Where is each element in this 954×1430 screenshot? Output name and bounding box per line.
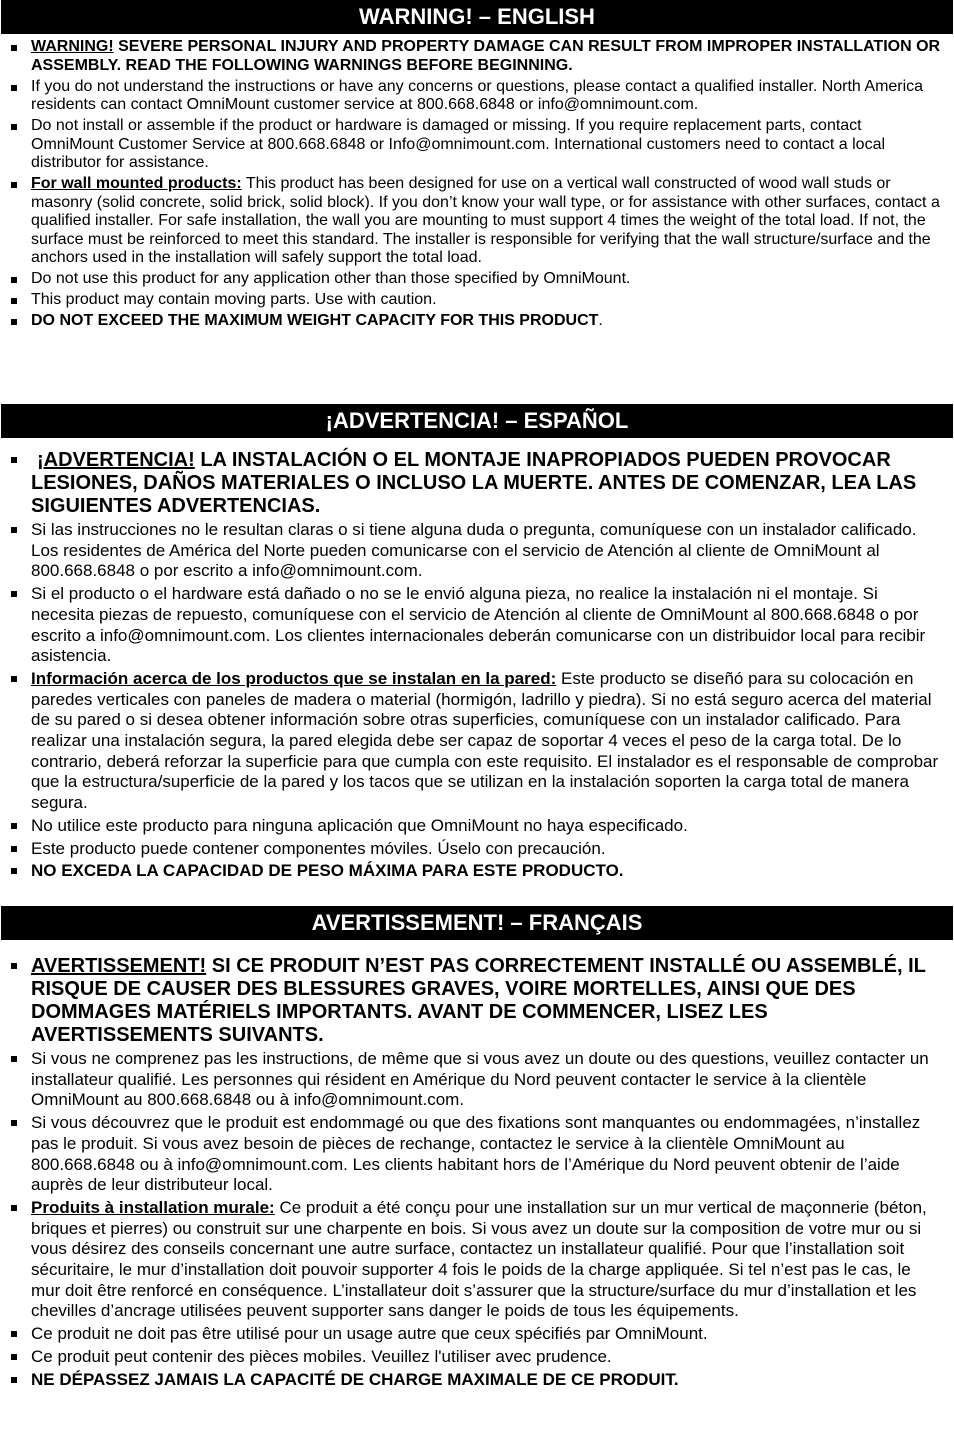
item-text: Ce produit ne doit pas être utilisé pour un usage autre que ceux spécifiés par OmniMount. <box>31 1324 708 1344</box>
french-header: AVERTISSEMENT! – FRANÇAIS <box>1 906 953 940</box>
bullet-icon <box>11 1354 17 1360</box>
wall-text: Este producto se diseñó para su colocación en paredes verticales con paneles de madera o material (hormigón, ladrillo y piedra). Si no está seguro acerca del material de su pared o si desea obtener información sobre otras superficies, comuníquese con un instalador calificado. Para realizar una instalación segura, la pared elegida debe ser capaz de soportar 4 veces el peso de la carga total. De lo contrario, deberá reforzar la superficie para que cumpla con este requisito. El instalador es el responsable de comprobar que la estructura/superficie de la pared y los tacos que se utilizan en la instalación soporten la carga total de manera segura. <box>31 668 939 813</box>
english-item-max-weight <box>0 312 954 331</box>
item-text: Do not install or assemble if the product or hardware is damaged or missing. If you require replacement parts, contact OmniMount Customer Service at 800.668.6848 or Info@omnimount.com. International customers need to contact a local distributor for assistance. <box>31 117 886 171</box>
bullet-icon <box>11 1377 17 1383</box>
bullet-icon <box>11 1056 17 1062</box>
wall-text: This product has been designed for use on a vertical wall constructed of wood wall studs or masonry (solid concrete, solid brick, solid block). If you don’t know your wall type, or for assistance with other surfaces, contact a qualified installer. For safe installation, the wall you are mounting to must support 4 times the weight of the total load. If not, the surface must be reinforced to meet this standard. The installer is responsible for verifying that the wall structure/surface and the anchors used in the installation will safely support the total load. <box>31 175 940 266</box>
spanish-item-wall <box>0 669 954 814</box>
spanish-item-max-weight <box>0 861 954 882</box>
item-text: NE DÉPASSEZ JAMAIS LA CAPACITÉ DE CHARGE MAXIMALE DE CE PRODUIT. <box>31 1369 679 1389</box>
lead-prefix: ¡ADVERTENCIA! <box>37 449 195 471</box>
item-suffix: . <box>598 312 603 329</box>
wall-label: For wall mounted products: <box>31 175 242 192</box>
english-item-wall <box>0 175 954 268</box>
english-section <box>0 0 954 333</box>
french-item-moving-parts <box>0 1347 954 1368</box>
item-text: Si las instrucciones no le resultan claras o si tiene alguna duda o pregunta, comuníquese con un instalador calificado. Los residentes de América del Norte pueden comunicarse con el servicio de Atención al cliente de OmniMount al 800.668.6848 o por escrito a info@omnimount.com. <box>31 520 917 581</box>
spanish-warning-list <box>0 449 954 882</box>
item-text: Si vous ne comprenez pas les instructions, de même que si vous avez un doute ou des questions, veuillez contacter un installateur qualifié. Les personnes qui résident en Amérique du Nord peuvent contacter le service à la clientèle OmniMount au 800.668.6848 ou à info@omnimount.com. <box>31 1049 929 1110</box>
item-text: No utilice este producto para ninguna aplicación que OmniMount no haya especificado. <box>31 815 688 835</box>
wall-text: Ce produit a été conçu pour une installation sur un mur vertical de maçonnerie (béton, briques et pierres) ou construit sur une charpente en bois. Si vous avez un doute sur la composition de votre mur ou si vous désirez des conseils concernant une autre surface, contactez un installateur qualifié. Pour que l’installation soit sécuritaire, le mur d’installation doit pouvoir supporter 4 fois le poids de la charge appliquée. Si tel n’est pas le cas, le mur doit être renforcé en conséquence. L’installateur doit s’assurer que la structure/surface du mur d’installation et les chevilles d’ancrage utilisées peuvent supporter sans danger le poids de tous les équipements. <box>31 1197 927 1321</box>
item-text: NO EXCEDA LA CAPACIDAD DE PESO MÁXIMA PARA ESTE PRODUCTO. <box>31 861 624 881</box>
spanish-lead-warning <box>0 449 954 518</box>
lead-text: SI CE PRODUIT N’EST PAS CORRECTEMENT INSTALLÉ OU ASSEMBLÉ, IL RISQUE DE CAUSER DES BLESSURES GRAVES, VOIRE MORTELLES, AINSI QUE DES DOMMAGES MATÉRIELS IMPORTANTS. AVANT DE COMMENCER, LISEZ LES AVERTISSEMENTS SUIVANTS. <box>31 955 926 1046</box>
bullet-icon <box>11 124 17 130</box>
spanish-section <box>0 404 954 884</box>
item-text: Ce produit peut contenir des pièces mobiles. Veuillez l'utiliser avec prudence. <box>31 1346 612 1366</box>
bullet-icon <box>11 1331 17 1337</box>
french-lead-warning <box>0 955 954 1047</box>
item-text: Do not use this product for any application other than those specified by OmniMount. <box>31 270 631 287</box>
wall-label: Información acerca de los productos que se instalan en la pared: <box>31 668 557 688</box>
spanish-header: ¡ADVERTENCIA! – ESPAÑOL <box>1 404 953 438</box>
bullet-icon <box>11 963 17 969</box>
bullet-icon <box>11 1205 17 1211</box>
bullet-icon <box>11 868 17 874</box>
french-item-max-weight <box>0 1370 954 1391</box>
english-warning-list <box>0 38 954 331</box>
item-text: Este producto puede contener componentes móviles. Úselo con precaución. <box>31 838 606 858</box>
french-item-wall <box>0 1198 954 1322</box>
item-text: Si vous découvrez que le produit est endommagé ou que des fixations sont manquantes ou endommagées, n’installez pas le produit. Si vous avez besoin de pièces de rechange, contactez le service à la clientèle OmniMount au 800.668.6848 ou à info@omnimount.com. Les clients habitant hors de l’Amérique du Nord peuvent obtenir de l’aide auprès de leur distributeur local. <box>31 1113 921 1195</box>
bullet-icon <box>11 1120 17 1126</box>
bullet-icon <box>11 45 17 51</box>
bullet-icon <box>11 277 17 283</box>
item-text: If you do not understand the instructions or have any concerns or questions, please contact a qualified installer. North America residents can contact OmniMount customer service at 800.668.6848 or info@omnimount.com. <box>31 77 924 113</box>
french-item-damaged <box>0 1113 954 1196</box>
bullet-icon <box>11 457 17 463</box>
spanish-item-instructions <box>0 520 954 582</box>
lead-text: LA INSTALACIÓN O EL MONTAJE INAPROPIADOS PUEDEN PROVOCAR LESIONES, DAÑOS MATERIALES O INCLUSO LA MUERTE. ANTES DE COMENZAR, LEA LAS SIGUIENTES ADVERTENCIAS. <box>31 449 917 517</box>
lead-prefix: AVERTISSEMENT! <box>31 955 207 977</box>
bullet-icon <box>11 298 17 304</box>
item-text: DO NOT EXCEED THE MAXIMUM WEIGHT CAPACITY FOR THIS PRODUCT <box>31 312 599 329</box>
french-section <box>0 906 954 1392</box>
spanish-item-usage <box>0 816 954 837</box>
bullet-icon <box>11 85 17 91</box>
bullet-icon <box>11 823 17 829</box>
english-item-instructions <box>0 78 954 115</box>
bullet-icon <box>11 319 17 325</box>
english-item-moving-parts <box>0 291 954 310</box>
english-item-usage <box>0 270 954 289</box>
wall-label: Produits à installation murale: <box>31 1197 275 1217</box>
spanish-item-damaged <box>0 584 954 667</box>
french-item-instructions <box>0 1049 954 1111</box>
bullet-icon <box>11 676 17 682</box>
french-item-usage <box>0 1324 954 1345</box>
english-header: WARNING! – ENGLISH <box>1 0 953 34</box>
lead-prefix: WARNING! <box>31 38 114 55</box>
spanish-item-moving-parts <box>0 839 954 860</box>
lead-text: SEVERE PERSONAL INJURY AND PROPERTY DAMAGE CAN RESULT FROM IMPROPER INSTALLATION OR ASSEMBLY. READ THE FOLLOWING WARNINGS BEFORE BEGINNING. <box>31 38 941 74</box>
french-warning-list <box>0 955 954 1390</box>
english-item-damaged <box>0 117 954 173</box>
bullet-icon <box>11 846 17 852</box>
bullet-icon <box>11 591 17 597</box>
bullet-icon <box>11 182 17 188</box>
item-text: This product may contain moving parts. Use with caution. <box>31 291 437 308</box>
item-text: Si el producto o el hardware está dañado o no se le envió alguna pieza, no realice la instalación ni el montaje. Si necesita piezas de repuesto, comuníquese con el servicio de Atención al cliente de OmniMount al 800.668.6848 o por escrito a info@omnimount.com. Los clientes internacionales deberán comunicarse con un distribuidor local para recibir asistencia. <box>31 584 926 666</box>
bullet-icon <box>11 527 17 533</box>
english-lead-warning <box>0 38 954 75</box>
